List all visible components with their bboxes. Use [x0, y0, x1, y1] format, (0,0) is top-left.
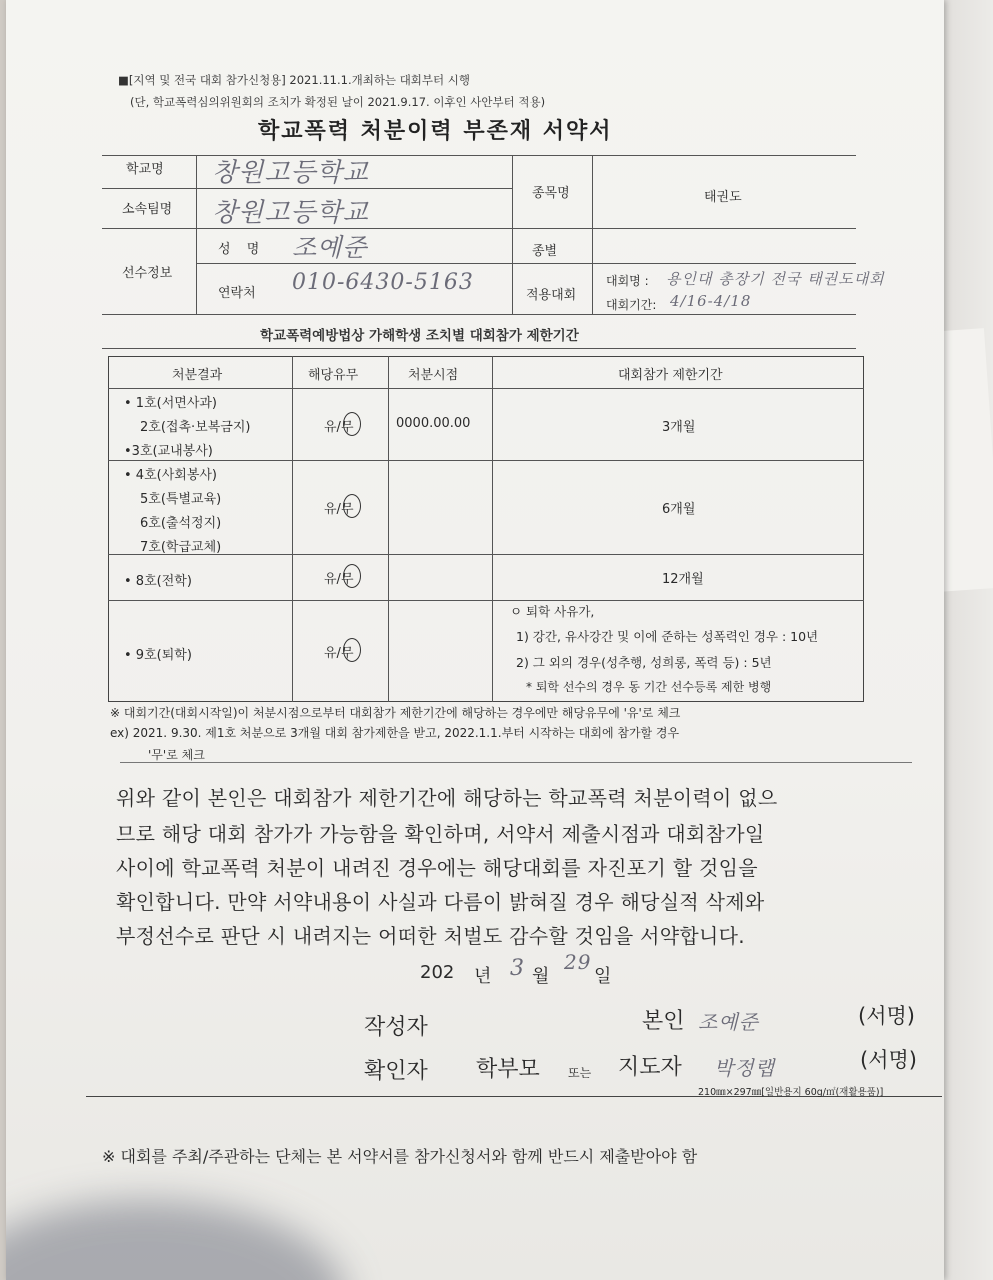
rule: [196, 155, 197, 314]
rule: [108, 554, 864, 555]
rule: [492, 356, 493, 702]
note-3: '무'로 체크: [148, 748, 205, 762]
notice-line-2: (단, 학교폭력심의위원회의 조치가 확정된 날이 2021.9.17. 이후인 사안부터 적용): [130, 95, 546, 109]
date-day: 29: [564, 950, 592, 974]
competition-name-label: 대회명 :: [606, 274, 649, 288]
event-value: 태권도: [704, 190, 742, 205]
row4-period-line: 2) 그 외의 경우(성추행, 성희롱, 폭력 등) : 5년: [516, 655, 772, 670]
check-circle: [343, 564, 361, 588]
header-period: 대회참가 제한기간: [618, 368, 723, 383]
note-2: ex) 2021. 9.30. 제1호 처분으로 3개월 대회 참가제한을 받고, 2022.1.1.부터 시작하는 대회에 참가할 경우: [110, 726, 680, 740]
row4-item: • 9호(퇴학): [124, 648, 192, 663]
rule: [108, 388, 864, 389]
row4-period-line: * 퇴학 선수의 경우 동 기간 선수등록 제한 병행: [526, 680, 772, 694]
paper-spec: 210㎜×297㎜[일반용지 60g/㎡(재활용품)]: [698, 1087, 884, 1098]
rule: [592, 155, 593, 314]
row2-item: 6호(출석정지): [140, 516, 222, 531]
note-1: ※ 대회기간(대회시작일)이 처분시점으로부터 대회참가 제한기간에 해당하는 경우에만 해당유무에 '유'로 체크: [110, 706, 681, 720]
competition-label: 적용대회: [526, 288, 577, 303]
competition-period-value: 4/16-4/18: [670, 292, 752, 310]
contact-value: 010-6430-5163: [292, 270, 474, 295]
rule: [108, 600, 864, 601]
header-result: 처분결과: [172, 368, 223, 383]
pledge-line: 확인합니다. 만약 서약내용이 사실과 다름이 밝혀질 경우 해당실적 삭제와: [116, 890, 765, 914]
competition-name-value: 용인대 총장기 전국 태권도대회: [666, 270, 885, 288]
competition-period-label: 대회기간:: [606, 298, 657, 312]
row2-period: 6개월: [662, 502, 696, 517]
name-value: 조예준: [292, 233, 368, 262]
pledge-line: 부정선수로 판단 시 내려지는 어떠한 처벌도 감수할 것임을 서약합니다.: [116, 924, 745, 948]
self-label: 본인: [642, 1009, 685, 1034]
row1-item: • 1호(서면사과): [124, 396, 218, 411]
pledge-line: 위와 같이 본인은 대회참가 제한기간에 해당하는 학교폭력 처분이력이 없으: [116, 786, 778, 810]
rule: [102, 314, 856, 315]
rule: [292, 356, 293, 702]
team-label: 소속팀명: [122, 202, 173, 217]
row2-item: 5호(특별교육): [140, 492, 222, 507]
row1-check: 유/무: [324, 420, 354, 435]
sign-mark-2: (서명): [860, 1048, 917, 1072]
player-info-label: 선수정보: [122, 266, 173, 281]
header-date: 처분시점: [408, 368, 459, 383]
row1-item: •3호(교내봉사): [124, 444, 213, 459]
header-applicable: 해당유무: [308, 368, 359, 383]
row2-item: 7호(학급교체): [140, 540, 222, 555]
rule: [388, 356, 389, 702]
school-value: 창원고등학교: [212, 158, 369, 188]
parent-label: 학부모: [476, 1057, 540, 1082]
or-label: 또는: [568, 1066, 592, 1080]
footer-note: ※ 대회를 주최/주관하는 단체는 본 서약서를 참가신청서와 함께 반드시 제출받아야 함: [102, 1147, 698, 1166]
notice-line-1: ■[지역 및 전국 대회 참가신청용] 2021.11.1.개최하는 대회부터 시행: [118, 73, 471, 87]
category-label: 종별: [532, 244, 558, 259]
row4-period-line: 1) 강간, 유사강간 및 이에 준하는 성폭력인 경우 : 10년: [516, 629, 819, 644]
section-title: 학교폭력예방법상 가해학생 조치별 대회참가 제한기간: [260, 328, 579, 344]
row2-item: • 4호(사회봉사): [124, 468, 218, 483]
row1-item: 2호(접촉·보복금지): [140, 420, 251, 435]
row3-period: 12개월: [662, 572, 704, 587]
rule: [512, 155, 513, 314]
date-year: 202: [420, 962, 455, 983]
self-name: 조예준: [698, 1010, 759, 1034]
row4-period-line: ㅇ 퇴학 사유가,: [510, 604, 595, 619]
date-year-label: 년: [474, 966, 492, 987]
pledge-line: 므로 해당 대회 참가가 가능함을 확인하며, 서약서 제출시점과 대회참가일: [116, 822, 765, 846]
shadow: [6, 1200, 346, 1280]
event-label: 종목명: [532, 186, 570, 201]
document-page: [6, 0, 944, 1280]
rule: [120, 762, 912, 763]
check-circle: [343, 638, 361, 662]
date-month: 3: [510, 956, 525, 981]
rule: [108, 460, 864, 461]
coach-name: 박정랩: [714, 1056, 775, 1080]
confirmer-label: 확인자: [364, 1059, 428, 1084]
name-label: 성 명: [218, 242, 266, 257]
row3-item: • 8호(전학): [124, 574, 192, 589]
page-title: 학교폭력 처분이력 부존재 서약서: [258, 119, 613, 144]
school-label: 학교명: [126, 162, 164, 177]
row2-check: 유/무: [324, 502, 354, 517]
row3-check: 유/무: [324, 572, 354, 587]
sanction-table: [108, 356, 864, 702]
row1-date: 0000.00.00: [396, 416, 471, 431]
team-value: 창원고등학교: [212, 198, 369, 228]
date-month-label: 월: [532, 966, 550, 987]
row4-check: 유/무: [324, 646, 354, 661]
sign-mark-1: (서명): [858, 1004, 915, 1028]
check-circle: [343, 412, 361, 436]
contact-label: 연락처: [218, 286, 256, 301]
date-day-label: 일: [594, 966, 612, 987]
writer-label: 작성자: [364, 1015, 428, 1040]
pledge-line: 사이에 학교폭력 처분이 내려진 경우에는 해당대회를 자진포기 할 것임을: [116, 856, 758, 880]
rule: [102, 348, 856, 349]
check-circle: [343, 494, 361, 518]
row1-period: 3개월: [662, 420, 696, 435]
coach-label: 지도자: [618, 1055, 682, 1080]
